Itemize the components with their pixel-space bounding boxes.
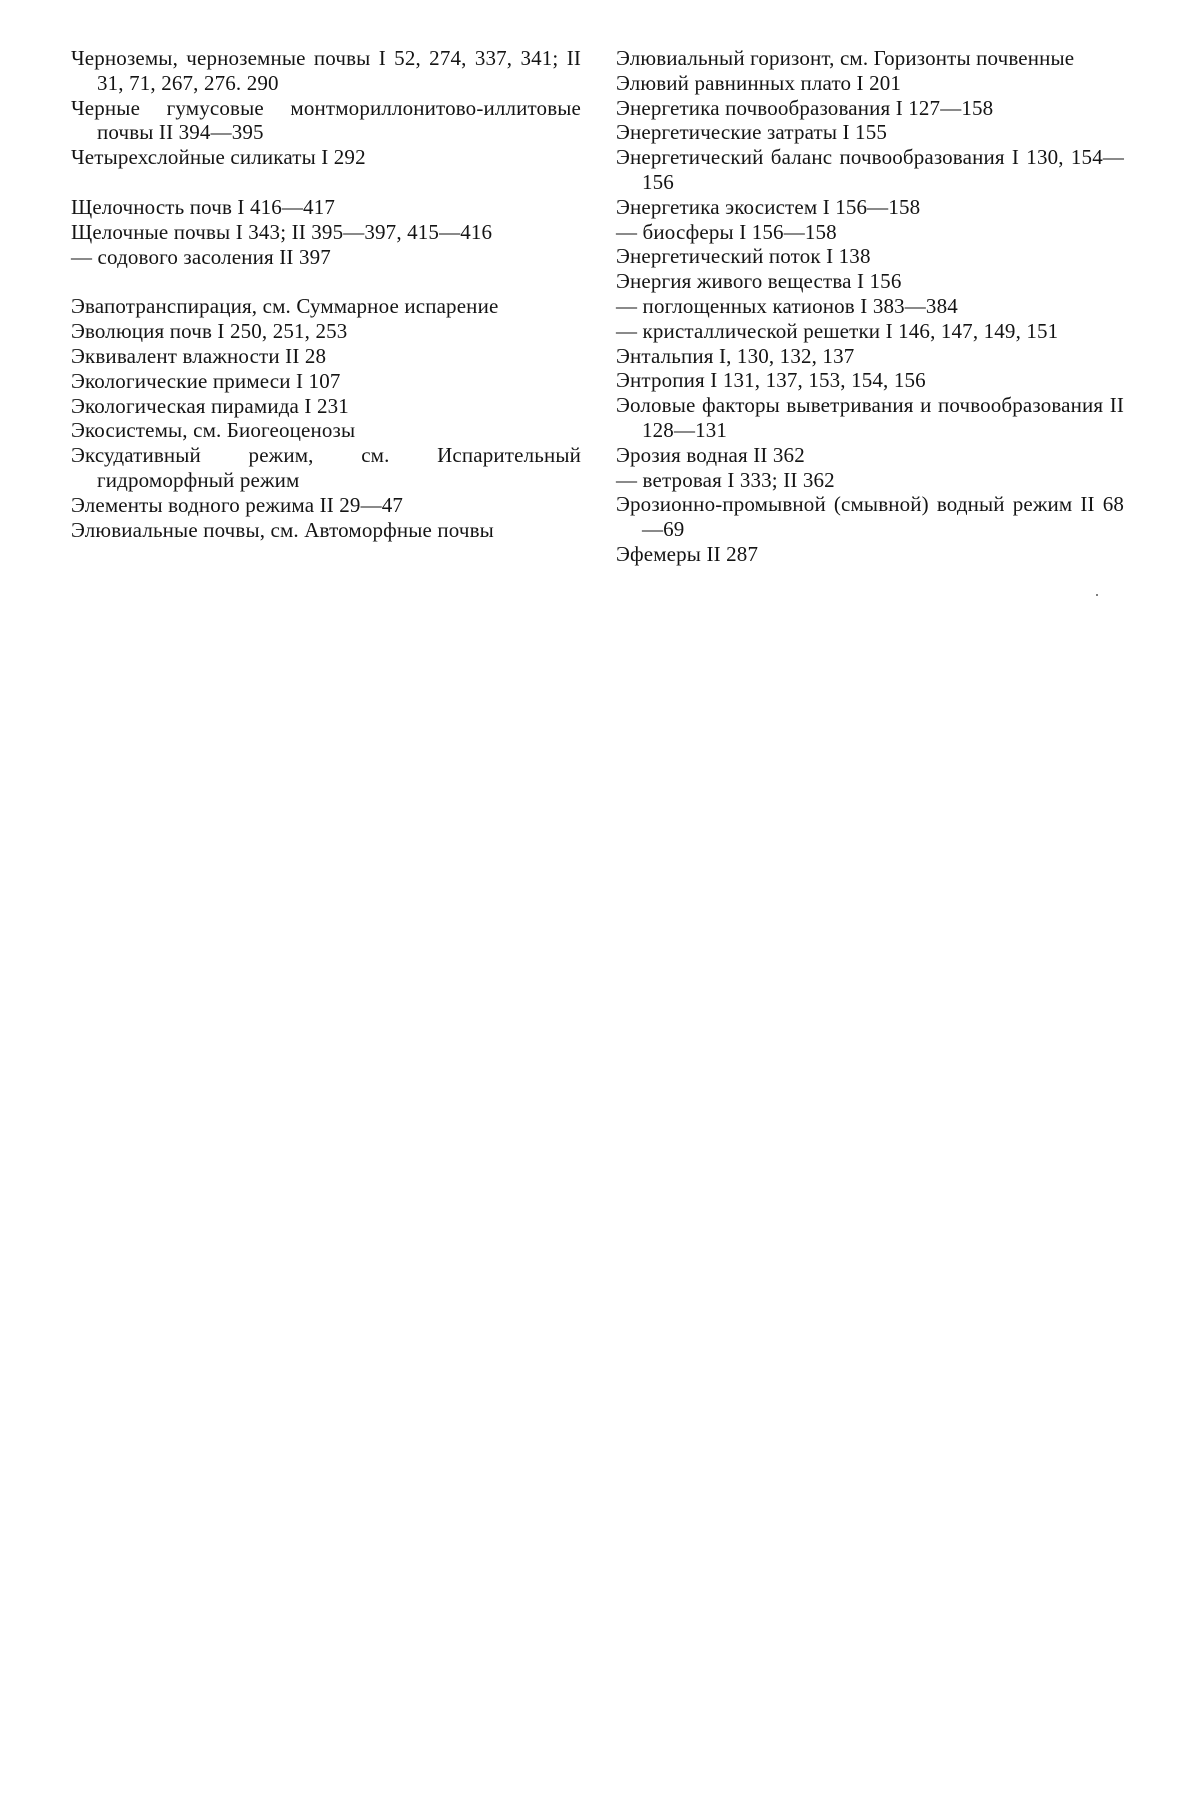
index-entry: Элювий равнинных плато I 201 <box>616 70 902 95</box>
index-entry: Черные гумусовые монтмориллонитово-иллитовые почвы II 394—395 <box>71 95 581 145</box>
index-entry: Энергетический баланс почвообразования I 130, 154—156 <box>616 145 1124 194</box>
index-entry: Экологическая пирамида I 231 <box>71 393 349 418</box>
index-entry: Энергетика почвообразования I 127—158 <box>616 95 994 120</box>
index-entry: Эрозионно-промывной (смывной) водный режим II 68—69 <box>616 492 1124 542</box>
index-column-left <box>71 46 581 542</box>
index-column-right <box>616 46 1124 567</box>
index-entry: Четырехслойные силикаты I 292 <box>71 145 366 170</box>
index-entry: Эрозия водная II 362 <box>616 442 805 467</box>
index-entry: Элювиальный горизонт, см. Горизонты почвенные <box>616 46 1075 70</box>
index-subentry: — биосферы I 156—158 <box>616 219 837 244</box>
index-entry: Эволюция почв I 250, 251, 253 <box>71 319 348 344</box>
index-entry: Экосистемы, см. Биогеоценозы <box>71 418 356 443</box>
index-entry: Энтальпия I, 130, 132, 137 <box>616 343 855 368</box>
index-entry: Элементы водного режима II 29—47 <box>71 492 404 517</box>
index-entry: Щелочность почв I 416—417 <box>71 194 336 219</box>
index-entry: Эквивалент влажности II 28 <box>71 343 327 368</box>
index-entry: Экологические примеси I 107 <box>71 368 341 393</box>
index-entry: Энтропия I 131, 137, 153, 154, 156 <box>616 368 926 393</box>
print-speck <box>1096 594 1098 596</box>
index-entry: Эксудативный режим, см. Испарительный гидроморфный режим <box>71 443 581 492</box>
index-subentry: — ветровая I 333; II 362 <box>616 467 835 492</box>
index-subentry: — кристаллической решетки I 146, 147, 149, 151 <box>616 318 1059 343</box>
index-subentry: — содового засоления II 397 <box>71 244 331 269</box>
index-entry: Элювиальные почвы, см. Автоморфные почвы <box>71 517 494 542</box>
index-entry: Черноземы, черноземные почвы I 52, 274, 337, 341; II 31, 71, 267, 276. 290 <box>71 46 581 95</box>
index-entry: Энергия живого вещества I 156 <box>616 269 902 294</box>
index-entry: Эвапотранспирация, см. Суммарное испарение <box>71 294 499 319</box>
index-entry: Энергетические затраты I 155 <box>616 120 887 145</box>
index-subentry: — поглощенных катионов I 383—384 <box>616 293 958 318</box>
index-entry: Энергетический поток I 138 <box>616 244 871 269</box>
index-entry: Щелочные почвы I 343; II 395—397, 415—416 <box>71 219 493 244</box>
index-entry: Энергетика экосистем I 156—158 <box>616 194 921 219</box>
index-entry: Эфемеры II 287 <box>616 541 759 566</box>
index-entry: Эоловые факторы выветривания и почвообразования II 128—131 <box>616 393 1124 442</box>
